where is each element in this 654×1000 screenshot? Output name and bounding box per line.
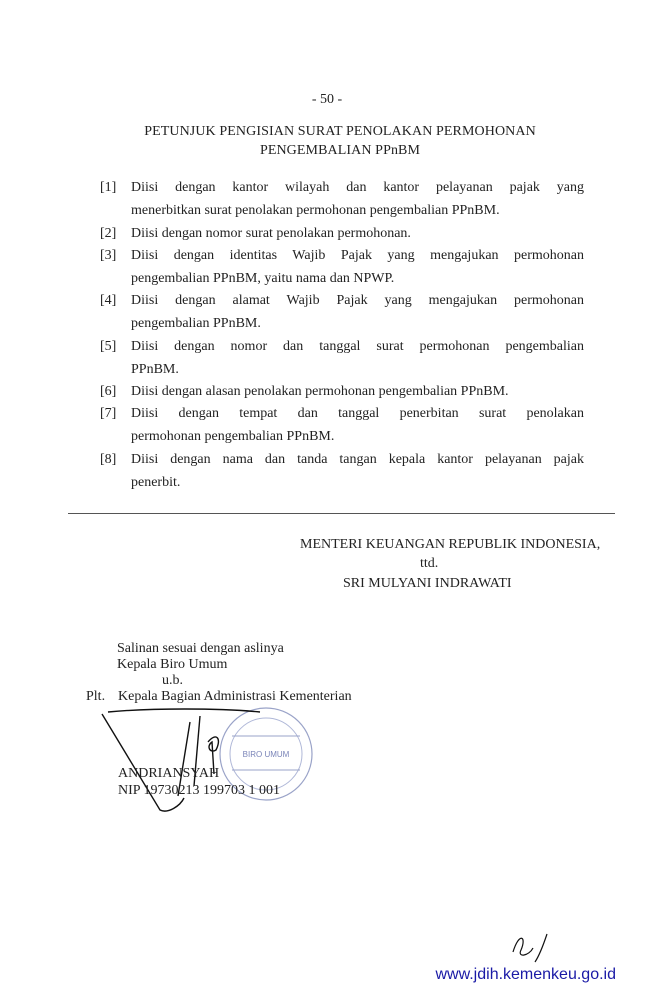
item-text-line: Diisi dengan nomor dan tanggal surat permohonan pengembalian xyxy=(131,339,584,354)
item-text-line: Diisi dengan nomor surat penolakan permohonan. xyxy=(131,226,411,241)
svg-text:BIRO UMUM: BIRO UMUM xyxy=(242,750,290,759)
item-number: [8] xyxy=(100,452,117,467)
item-text-line: pengembalian PPnBM. xyxy=(131,316,261,331)
title-line-1: PETUNJUK PENGISIAN SURAT PENOLAKAN PERMOHONAN xyxy=(144,124,536,139)
copy-office: Kepala Biro Umum xyxy=(117,657,228,672)
footer-url-link[interactable]: www.jdih.kemenkeu.go.id xyxy=(435,966,616,983)
paraf-initials-icon xyxy=(505,928,565,964)
copy-position: Kepala Bagian Administrasi Kementerian xyxy=(118,689,352,704)
copy-plt: Plt. xyxy=(86,689,106,704)
official-name: ANDRIANSYAH xyxy=(118,766,220,781)
document-title xyxy=(0,122,654,160)
signatory-ttd: ttd. xyxy=(420,556,439,571)
item-text-line: Diisi dengan identitas Wajib Pajak yang mengajukan permohonan xyxy=(131,248,584,263)
item-number: [1] xyxy=(100,180,117,195)
item-text-line: permohonan pengembalian PPnBM. xyxy=(131,429,335,444)
item-text-line: Diisi dengan alamat Wajib Pajak yang mengajukan permohonan xyxy=(131,293,584,308)
official-nip: NIP 19730213 199703 1 001 xyxy=(118,783,281,798)
item-number: [2] xyxy=(100,226,117,241)
title-line-2: PENGEMBALIAN PPnBM xyxy=(259,143,421,158)
item-text-line: Diisi dengan nama dan tanda tangan kepala kantor pelayanan pajak xyxy=(131,452,584,467)
copy-ub: u.b. xyxy=(162,673,183,688)
item-number: [5] xyxy=(100,339,117,354)
item-number: [3] xyxy=(100,248,117,263)
item-text-line: Diisi dengan tempat dan tanggal penerbitan surat penolakan xyxy=(131,406,584,421)
page-number: - 50 - xyxy=(311,92,343,107)
item-text-line: pengembalian PPnBM, yaitu nama dan NPWP. xyxy=(131,271,395,286)
item-text-line: Diisi dengan kantor wilayah dan kantor pelayanan pajak yang xyxy=(131,180,584,195)
item-text-line: penerbit. xyxy=(131,475,181,490)
item-text-line: PPnBM. xyxy=(131,362,179,377)
item-number: [7] xyxy=(100,406,117,421)
item-text-line: Diisi dengan alasan penolakan permohonan pengembalian PPnBM. xyxy=(131,384,509,399)
signatory-office: MENTERI KEUANGAN REPUBLIK INDONESIA, xyxy=(300,537,601,552)
signatory-name: SRI MULYANI INDRAWATI xyxy=(343,576,512,591)
copy-note: Salinan sesuai dengan aslinya xyxy=(117,641,284,656)
item-number: [6] xyxy=(100,384,117,399)
item-number: [4] xyxy=(100,293,117,308)
divider xyxy=(68,513,615,514)
item-text-line: menerbitkan surat penolakan permohonan pengembalian PPnBM. xyxy=(131,203,500,218)
